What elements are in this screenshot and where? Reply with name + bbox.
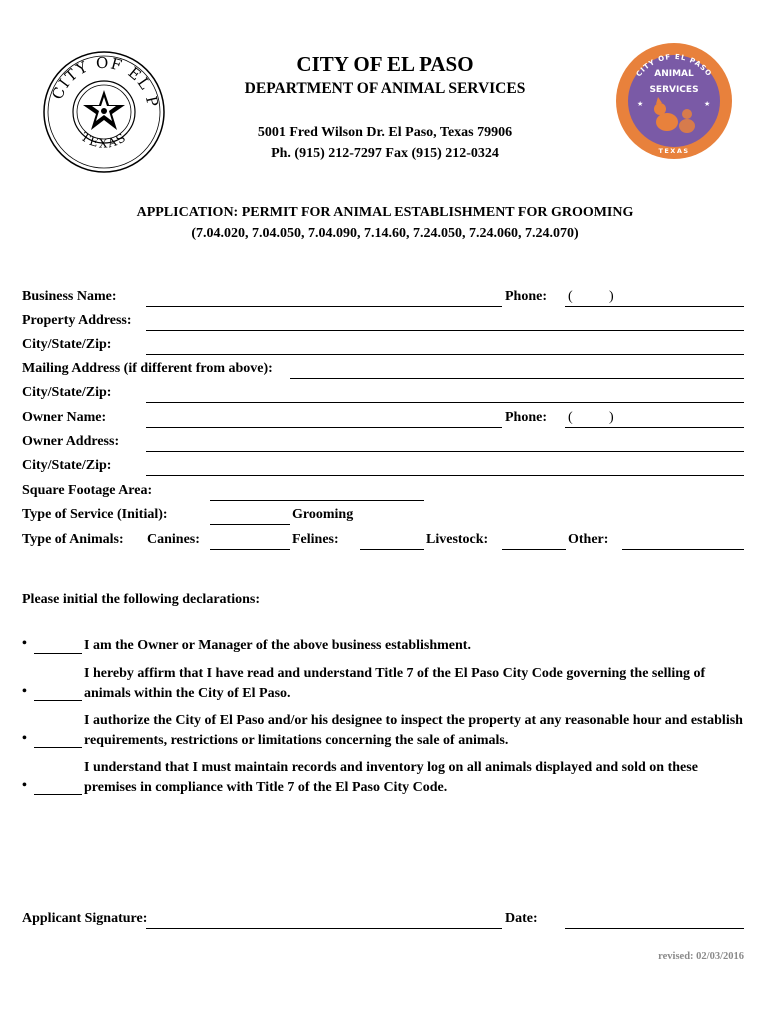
code-references: (7.04.020, 7.04.050, 7.04.090, 7.14.60, 7.24.050, 7.24.060, 7.24.070) [191,226,579,241]
business-phone-paren-open: ( [568,289,573,304]
other-label: Other: [568,532,609,547]
declaration-2-text: I hereby affirm that I have read and understand Title 7 of the El Paso City Code governing the selling of animals within the City of El Paso. [84,666,706,701]
declaration-1-initial-field[interactable] [34,653,82,654]
business-phone-label: Phone: [505,289,547,304]
owner-name-field[interactable] [146,427,502,428]
property-address-field[interactable] [146,330,744,331]
felines-field[interactable] [360,549,424,550]
declaration-2-bullet: • [22,684,27,699]
livestock-field[interactable] [502,549,566,550]
owner-phone-paren-open: ( [568,410,573,425]
property-address-label: Property Address: [22,313,132,328]
department-address: 5001 Fred Wilson Dr. El Paso, Texas 79906 [257,125,513,140]
city-title: CITY OF EL PASO [296,52,474,76]
business-name-label: Business Name: [22,289,117,304]
application-title: APPLICATION: PERMIT FOR ANIMAL ESTABLISHMENT FOR GROOMING [136,205,634,220]
owner-city-state-zip-field[interactable] [146,475,744,476]
declaration-2-initial-field[interactable] [34,700,82,701]
mailing-city-state-zip-label: City/State/Zip: [22,385,112,400]
declarations-heading: Please initial the following declarations: [22,592,260,607]
square-footage-label: Square Footage Area: [22,483,153,498]
department-contact: Ph. (915) 212-7297 Fax (915) 212-0324 [271,146,499,161]
grooming-initial-field[interactable] [210,524,290,525]
owner-city-state-zip-label: City/State/Zip: [22,458,112,473]
business-phone-paren-close: ) [609,289,614,304]
felines-label: Felines: [292,532,339,547]
canines-label: Canines: [147,532,200,547]
svg-text:★: ★ [704,100,711,108]
type-of-service-label: Type of Service (Initial): [22,507,168,522]
declaration-3-initial-field[interactable] [34,747,82,748]
declaration-3-text: I authorize the City of El Paso and/or his designee to inspect the property at any reasonable hour and establish requirements, restrictions or limitations concerning the sale of animals. [84,713,743,748]
svg-text:ANIMAL: ANIMAL [654,69,694,79]
declaration-3-bullet: • [22,731,27,746]
business-name-field[interactable] [146,306,502,307]
owner-address-label: Owner Address: [22,434,120,449]
business-phone-field[interactable] [565,306,744,307]
mailing-address-field[interactable] [290,378,744,379]
other-field[interactable] [622,549,744,550]
livestock-label: Livestock: [426,532,489,547]
declaration-4-text: I understand that I must maintain records and inventory log on all animals displayed and sold on these premises in compliance with Title 7 of the El Paso City Code. [84,760,698,795]
type-of-animals-label: Type of Animals: [22,532,124,547]
owner-phone-field[interactable] [565,427,744,428]
revised-date: revised: 02/03/2016 [658,951,744,962]
square-footage-field[interactable] [210,500,424,501]
svg-text:★: ★ [637,100,644,108]
canines-field[interactable] [210,549,290,550]
owner-phone-label: Phone: [505,410,547,425]
svg-text:SERVICES: SERVICES [649,85,699,95]
declaration-1-bullet: • [22,636,27,651]
department-title: DEPARTMENT OF ANIMAL SERVICES [244,80,526,97]
declaration-1-text: I am the Owner or Manager of the above business establishment. [84,638,471,653]
property-city-state-zip-field[interactable] [146,354,744,355]
owner-phone-paren-close: ) [609,410,614,425]
owner-address-field[interactable] [146,451,744,452]
applicant-signature-label: Applicant Signature: [22,911,148,926]
declaration-4-initial-field[interactable] [34,794,82,795]
mailing-address-label: Mailing Address (if different from above): [22,361,273,376]
svg-text:TEXAS: TEXAS [78,129,130,151]
declaration-4-bullet: • [22,778,27,793]
svg-text:THE CITY OF EL PASO: CITY OF EL P [48,53,162,109]
svg-text:TEXAS: TEXAS [658,147,690,155]
svg-text:CITY OF EL PASO: CITY OF EL PASO [634,52,714,79]
applicant-signature-field[interactable] [146,928,502,929]
owner-name-label: Owner Name: [22,410,107,425]
animal-services-logo [615,42,733,160]
mailing-city-state-zip-field[interactable] [146,402,744,403]
property-city-state-zip-label: City/State/Zip: [22,337,112,352]
date-label: Date: [505,911,538,926]
date-field[interactable] [565,928,744,929]
grooming-label: Grooming [292,507,354,522]
